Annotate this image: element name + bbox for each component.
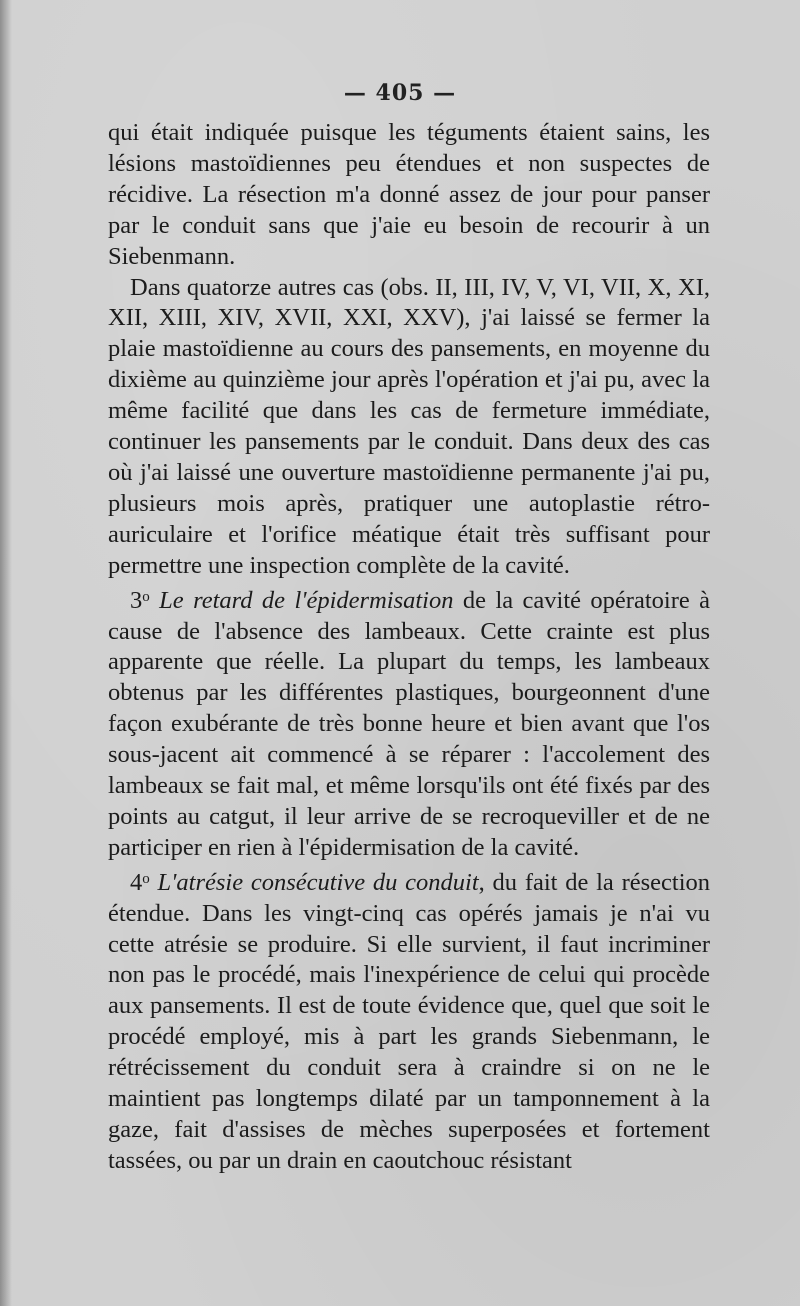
paragraph-1: qui était indiquée puisque les téguments étaient sains, les lésions mastoïdiennes peu étendues et non suspectes de récidive. La résection m'a donné assez de jour pour panser par le conduit sans que j'aie eu besoin de recourir à un Siebenmann.: [108, 119, 710, 270]
paragraph-4-ordinal: o: [142, 870, 150, 887]
paragraph-3-ordinal: o: [142, 588, 150, 605]
body-text: [108, 118, 710, 1177]
paragraph-4-text: , du fait de la résection étendue. Dans les vingt-cinq cas opérés jamais je n'ai vu cette atrésie se produire. Si elle survient, il faut incriminer non pas le procédé, mais l'inexpérience de celui qui procède aux pansements. Il est de toute évidence que, quel que soit le procédé employé, mis à part les grands Siebenmann, le rétrécissement du conduit sera à craindre si on ne le maintient pas longtemps dilaté par un tamponnement à la gaze, fait d'assises de mèches superposées et fortement tassées, ou par un drain en caoutchouc résistant: [108, 868, 711, 1174]
paragraph-4-title: L'atrésie consécutive du conduit: [157, 868, 479, 896]
paragraph-3: [108, 582, 710, 864]
paragraph-3-text: de la cavité opératoire à cause de l'absence des lambeaux. Cette crainte est plus apparente que réelle. La plupart du temps, les lambeaux obtenus par les différentes plastiques, bourgeonnent d'une façon exubérante de très bonne heure et bien avant que l'os sous-jacent ait commencé à se réparer : l'accolement des lambeaux se fait mal, et même lorsqu'ils ont été fixés par des points au catgut, il leur arrive de se recroqueviller et de ne participer en rien à l'épidermisation de la cavité.: [108, 586, 711, 861]
paragraph-4-number: 4: [130, 868, 143, 896]
page-number: — 405 —: [343, 80, 457, 106]
paragraph-3-title: Le retard de l'épidermisation: [159, 586, 454, 614]
paragraph-3-number: 3: [130, 586, 143, 614]
paragraph-2: Dans quatorze autres cas (obs. II, III, IV, V, VI, VII, X, XI, XII, XIII, XIV, XVII, XXI, XXV), j'ai laissé se fermer la plaie mastoïdienne au cours des pansements, en moyenne du dixième au quinzième jour après l'opération et j'ai pu, avec la même facilité que dans les cas de fermeture immédiate, continuer les pansements par le conduit. Dans deux des cas où j'ai laissé une ouverture mastoïdienne permanente j'ai pu, plusieurs mois après, pratiquer une autoplastie rétro-auriculaire et l'orifice méatique était très suffisant pour permettre une inspection complète de la cavité.: [108, 273, 710, 579]
paragraph-4: [108, 864, 710, 1177]
page-edge-shadow: [0, 0, 12, 1306]
